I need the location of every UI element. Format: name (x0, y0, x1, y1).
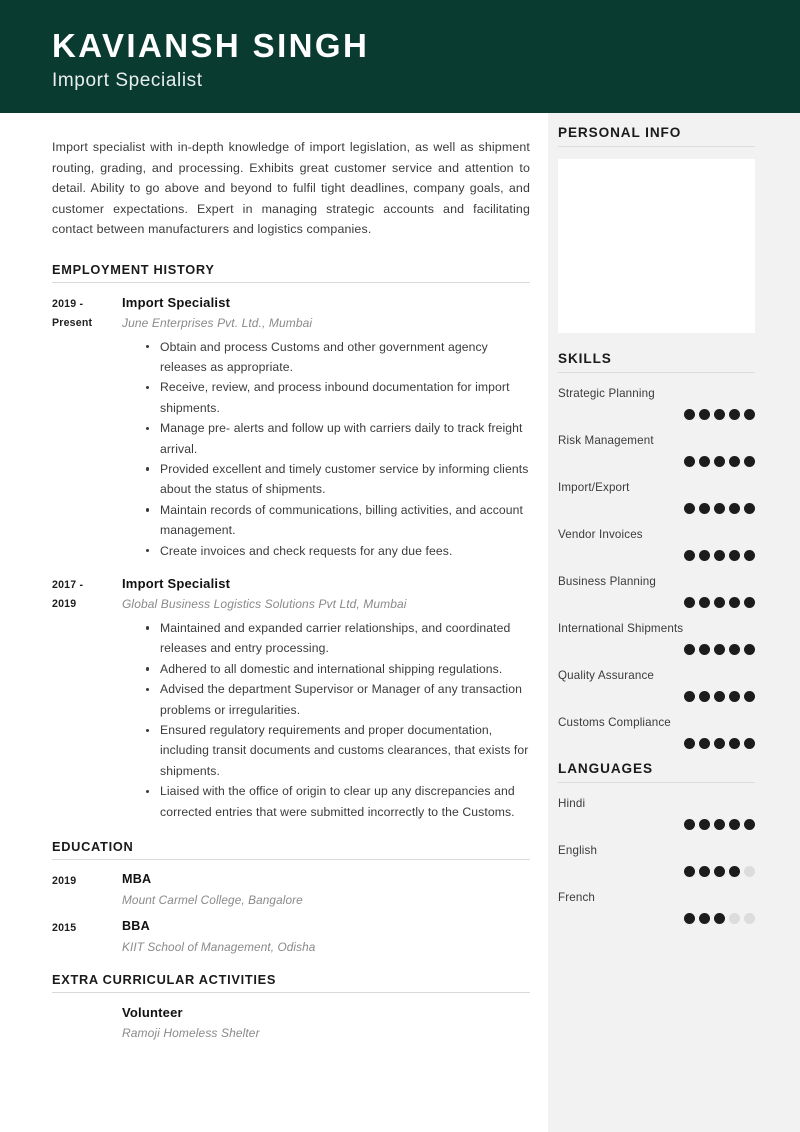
education-entry (52, 917, 530, 957)
employment-bullet: Create invoices and check requests for any due fees. (146, 541, 530, 561)
section-heading-education: EDUCATION (52, 839, 530, 860)
skill-rating-dots (558, 409, 755, 420)
language-item (558, 889, 755, 924)
sidebar-heading-languages: LANGUAGES (558, 761, 755, 783)
employment-bullet: Maintained and expanded carrier relationships, and coordinated releases and entry processing. (146, 618, 530, 659)
skill-rating-dots (558, 644, 755, 655)
education-entry-body (122, 917, 530, 957)
rating-dot-filled-icon (744, 738, 755, 749)
skill-rating-dots (558, 550, 755, 561)
rating-dot-filled-icon (744, 691, 755, 702)
rating-dot-filled-icon (744, 644, 755, 655)
employment-role: Import Specialist (122, 575, 231, 591)
extra-curricular-role: Volunteer (122, 1005, 183, 1021)
skill-rating-dots (558, 738, 755, 749)
rating-dot-filled-icon (729, 691, 740, 702)
rating-dot-filled-icon (684, 866, 695, 877)
rating-dot-filled-icon (744, 456, 755, 467)
section-heading-extra-curricular: EXTRA CURRICULAR ACTIVITIES (52, 972, 530, 993)
skill-item (558, 479, 755, 514)
skill-label: Quality Assurance (558, 669, 654, 682)
employment-bullet-list (122, 337, 530, 561)
rating-dot-filled-icon (699, 866, 710, 877)
education-entry-body (122, 870, 530, 910)
employment-date-to: 2019 (52, 597, 77, 610)
education-entry (52, 870, 530, 910)
rating-dot-filled-icon (714, 738, 725, 749)
sidebar-heading-personal-info: PERSONAL INFO (558, 125, 755, 147)
rating-dot-filled-icon (684, 738, 695, 749)
education-entry-date: 2015 (52, 922, 77, 935)
employment-bullet: Ensured regulatory requirements and proper documentation, including transit documents and customs clearances, that exists for shipments. (146, 720, 530, 781)
education-institution: Mount Carmel College, Bangalore (122, 893, 303, 908)
skill-item (558, 526, 755, 561)
rating-dot-empty-icon (729, 913, 740, 924)
rating-dot-filled-icon (699, 503, 710, 514)
rating-dot-filled-icon (699, 456, 710, 467)
rating-dot-filled-icon (699, 913, 710, 924)
rating-dot-filled-icon (714, 913, 725, 924)
rating-dot-filled-icon (699, 644, 710, 655)
rating-dot-filled-icon (684, 819, 695, 830)
rating-dot-filled-icon (684, 597, 695, 608)
rating-dot-filled-icon (729, 456, 740, 467)
employment-date-to: Present (52, 316, 93, 329)
rating-dot-filled-icon (729, 550, 740, 561)
rating-dot-filled-icon (744, 503, 755, 514)
skill-label: Vendor Invoices (558, 528, 643, 541)
rating-dot-filled-icon (699, 738, 710, 749)
language-label: English (558, 844, 598, 857)
rating-dot-empty-icon (744, 866, 755, 877)
rating-dot-filled-icon (729, 738, 740, 749)
rating-dot-filled-icon (714, 644, 725, 655)
rating-dot-filled-icon (684, 550, 695, 561)
employment-bullet: Adhered to all domestic and international shipping regulations. (146, 659, 530, 679)
professional-summary: Import specialist with in-depth knowledge of import legislation, as well as shipment routing, grading, and processing. Exhibits great customer service and attention to detail. Ability to go above and beyond to fulfil tight deadlines, company goals, and customer expectations. Expert in managing strategic accounts and facilitating contact between manufacturers and logistics companies. (52, 140, 530, 236)
employment-entry-body (122, 293, 530, 561)
rating-dot-filled-icon (714, 691, 725, 702)
sidebar (548, 113, 800, 1132)
skill-item (558, 667, 755, 702)
skills-list (558, 385, 755, 749)
employment-organisation: June Enterprises Pvt. Ltd., Mumbai (122, 315, 313, 330)
employment-entry (52, 293, 530, 561)
rating-dot-filled-icon (729, 866, 740, 877)
rating-dot-filled-icon (684, 691, 695, 702)
rating-dot-filled-icon (714, 819, 725, 830)
rating-dot-filled-icon (744, 550, 755, 561)
rating-dot-filled-icon (714, 503, 725, 514)
skill-rating-dots (558, 597, 755, 608)
rating-dot-filled-icon (714, 456, 725, 467)
skill-label: Import/Export (558, 481, 630, 494)
rating-dot-filled-icon (684, 644, 695, 655)
education-institution: KIIT School of Management, Odisha (122, 940, 316, 955)
skill-item (558, 432, 755, 467)
skill-label: Strategic Planning (558, 387, 655, 400)
language-rating-dots (558, 913, 755, 924)
candidate-name: KAVIANSH SINGH (52, 27, 370, 64)
employment-date-from: 2017 - (52, 578, 84, 591)
rating-dot-filled-icon (744, 597, 755, 608)
rating-dot-filled-icon (729, 409, 740, 420)
skill-rating-dots (558, 691, 755, 702)
employment-role: Import Specialist (122, 294, 231, 310)
rating-dot-filled-icon (729, 819, 740, 830)
rating-dot-filled-icon (684, 913, 695, 924)
skill-label: Customs Compliance (558, 716, 671, 729)
rating-dot-filled-icon (699, 409, 710, 420)
skill-rating-dots (558, 456, 755, 467)
rating-dot-filled-icon (714, 409, 725, 420)
rating-dot-filled-icon (714, 550, 725, 561)
employment-entry-dates (52, 574, 122, 614)
employment-date-from: 2019 - (52, 297, 84, 310)
rating-dot-filled-icon (729, 644, 740, 655)
skill-item (558, 573, 755, 608)
employment-entry (52, 574, 530, 822)
language-item (558, 795, 755, 830)
rating-dot-filled-icon (699, 691, 710, 702)
rating-dot-empty-icon (744, 913, 755, 924)
skill-item (558, 714, 755, 749)
employment-bullet-list (122, 618, 530, 822)
language-label: French (558, 891, 595, 904)
language-rating-dots (558, 819, 755, 830)
employment-bullet: Liaised with the office of origin to clear up any discrepancies and corrected entries that were submitted incorrectly to the Customs. (146, 781, 530, 822)
education-list (52, 870, 530, 957)
main-column (0, 113, 548, 1132)
rating-dot-filled-icon (729, 597, 740, 608)
rating-dot-filled-icon (699, 819, 710, 830)
education-degree: MBA (122, 872, 152, 887)
employment-bullet: Advised the department Supervisor or Manager of any transaction problems or irregularities. (146, 679, 530, 720)
skill-item (558, 620, 755, 655)
language-rating-dots (558, 866, 755, 877)
rating-dot-filled-icon (684, 503, 695, 514)
rating-dot-filled-icon (744, 409, 755, 420)
employment-entry-dates (52, 293, 122, 333)
candidate-job-title: Import Specialist (52, 70, 203, 91)
extra-curricular-organisation: Ramoji Homeless Shelter (122, 1026, 260, 1041)
skill-item (558, 385, 755, 420)
extra-curricular-list (52, 1003, 530, 1043)
skill-rating-dots (558, 503, 755, 514)
employment-bullet: Receive, review, and process inbound documentation for import shipments. (146, 377, 530, 418)
employment-bullet: Obtain and process Customs and other government agency releases as appropriate. (146, 337, 530, 378)
language-label: Hindi (558, 797, 586, 810)
employment-entry-body (122, 574, 530, 822)
profile-photo-placeholder (558, 159, 755, 333)
rating-dot-filled-icon (699, 597, 710, 608)
employment-organisation: Global Business Logistics Solutions Pvt Ltd, Mumbai (122, 596, 407, 611)
employment-list (52, 293, 530, 823)
skill-label: International Shipments (558, 622, 684, 635)
rating-dot-filled-icon (744, 819, 755, 830)
skill-label: Risk Management (558, 434, 654, 447)
skill-label: Business Planning (558, 575, 656, 588)
rating-dot-filled-icon (699, 550, 710, 561)
language-item (558, 842, 755, 877)
employment-bullet: Provided excellent and timely customer service by informing clients about the status of shipments. (146, 459, 530, 500)
employment-bullet: Maintain records of communications, billing activities, and account management. (146, 500, 530, 541)
extra-curricular-entry (52, 1003, 530, 1043)
rating-dot-filled-icon (714, 597, 725, 608)
rating-dot-filled-icon (729, 503, 740, 514)
rating-dot-filled-icon (684, 456, 695, 467)
sidebar-heading-skills: SKILLS (558, 351, 755, 373)
employment-bullet: Manage pre- alerts and follow up with carriers daily to track freight arrival. (146, 418, 530, 459)
resume-header (0, 0, 800, 113)
education-entry-date: 2019 (52, 875, 77, 888)
education-degree: BBA (122, 919, 150, 934)
section-heading-employment: EMPLOYMENT HISTORY (52, 262, 530, 283)
rating-dot-filled-icon (684, 409, 695, 420)
languages-list (558, 795, 755, 924)
rating-dot-filled-icon (714, 866, 725, 877)
